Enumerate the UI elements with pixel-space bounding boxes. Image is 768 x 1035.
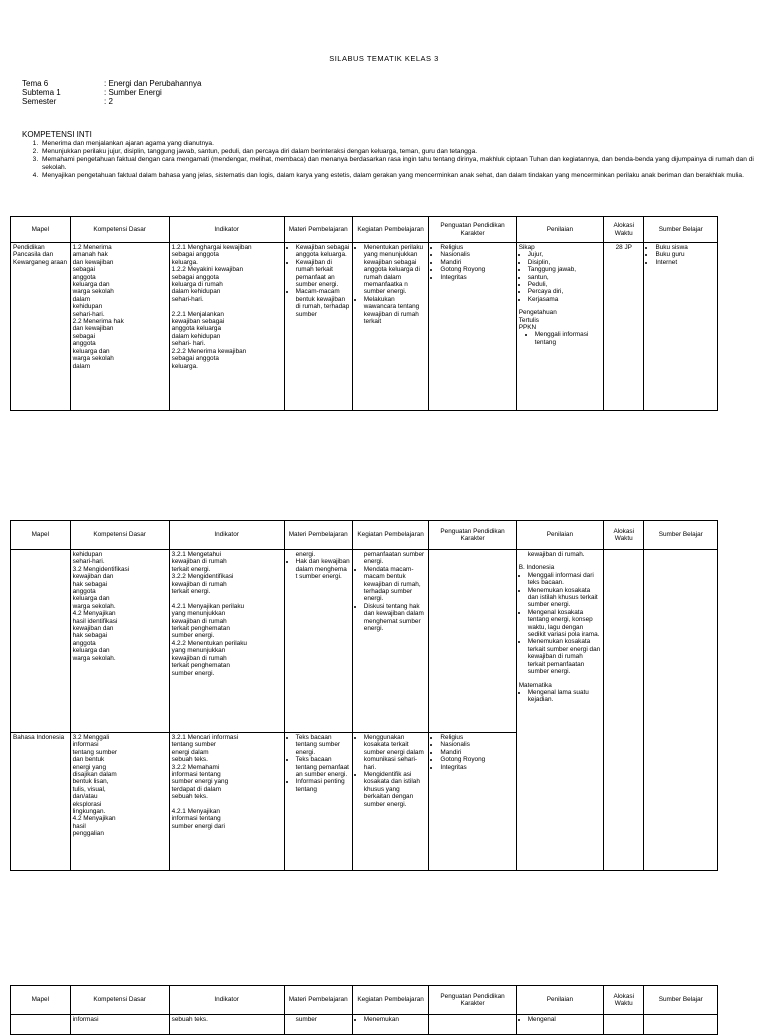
meta-value: : Energi dan Perubahannya: [104, 79, 202, 88]
cell-indikator: 3.2.1 Mencari informasi tentang sumber energi dalam sebuah teks. 3.2.2 Memahami informasi tentang sumber energi yang terdapat di dalam sebuah teks. 4.2.1 Menyajikan informasi tentang sumber energi dari: [169, 733, 284, 871]
header-kegiatan: Kegiatan Pembelajaran: [352, 217, 429, 243]
syllabus-table-page-1: [10, 216, 718, 411]
table-row: [11, 550, 718, 733]
header-indikator: Indikator: [169, 986, 284, 1015]
cell-ppk: [429, 733, 516, 871]
header-penilaian: Penilaian: [516, 217, 603, 243]
syllabus-table-page-2: [10, 520, 718, 871]
kompetensi-item: 3. Memahami pengetahuan faktual dengan cara mengamati (mendengar, melihat, membaca) dan menanya berdasarkan rasa ingin tahu tentang dirinya, makhluk ciptaan Tuhan dan kegiatannya, dan benda-benda yang dijumpainya di rumah dan di sekolah.: [40, 156, 760, 172]
list-item: • Percaya diri,: [528, 288, 601, 295]
header-ppk: Penguatan Pendidikan Karakter: [429, 521, 516, 550]
meta-key: Subtema 1: [22, 88, 61, 97]
list-item: • Melakukan wawancara tentang kewajiban di rumah terkait: [364, 296, 427, 326]
list-item: • Disiplin,: [528, 259, 601, 266]
penilaian-bindo-label: B. Indonesia: [518, 564, 555, 572]
list-item: • Mandiri: [440, 749, 513, 756]
page-title: SILABUS TEMATIK KELAS 3: [329, 54, 439, 63]
header-kegiatan: Kegiatan Pembelajaran: [352, 521, 429, 550]
document-meta: [22, 79, 322, 109]
cell-kegiatan: [352, 243, 429, 411]
cell-mapel: Bahasa Indonesia: [11, 733, 71, 871]
header-alokasi: Alokasi Waktu: [604, 217, 644, 243]
header-sumber: Sumber Belajar: [644, 521, 718, 550]
header-sumber: Sumber Belajar: [644, 217, 718, 243]
cell-materi: sumber: [284, 1015, 352, 1035]
cell-penilaian: [516, 550, 603, 871]
penilaian-sikap-label: Sikap: [518, 244, 535, 251]
meta-key: Tema 6: [22, 79, 49, 88]
header-indikator: Indikator: [169, 217, 284, 243]
header-kompetensi-dasar: Kompetensi Dasar: [70, 986, 169, 1015]
cell-indikator: sebuah teks.: [169, 1015, 284, 1035]
header-mapel: Mapel: [11, 217, 71, 243]
list-item: • Peduli,: [528, 281, 601, 288]
table-header-row: [11, 217, 718, 243]
list-item: • Internet: [655, 259, 715, 266]
cell-kegiatan: [352, 1015, 429, 1035]
list-item: • Teks bacaan tentang sumber energi.: [296, 734, 350, 756]
header-penilaian: Penilaian: [516, 986, 603, 1015]
list-item: • Gotong Royong: [440, 266, 513, 273]
list-item: • Menggali informasi tentang: [535, 331, 601, 346]
header-materi: Materi Pembelajaran: [284, 217, 352, 243]
list-item: • Gotong Royong: [440, 756, 513, 763]
meta-key: Semester: [22, 97, 57, 106]
list-item: • Integritas: [440, 764, 513, 771]
header-indikator: Indikator: [169, 521, 284, 550]
list-item: • Nasionalis: [440, 741, 513, 748]
list-item: • Integritas: [440, 274, 513, 281]
list-item: • Mengenal lama suatu kejadian.: [528, 689, 601, 704]
cell-kompetensi-dasar: informasi: [70, 1015, 169, 1035]
list-item: • Mengenal kosakata tentang energi, konsep waktu, lagu dengan sedikit variasi pola irama.: [528, 609, 601, 639]
kompetensi-inti-heading: KOMPETENSI INTI: [22, 130, 92, 139]
cell-kompetensi-dasar: 1.2 Menerima amanah hak dan kewajiban sebagai anggota keluarga dan warga sekolah dalam kehidupan sehari-hari. 2.2 Menerima hak dan kewajiban sebagai anggota keluarga dan warga sekolah dalam: [70, 243, 169, 411]
list-item: • Kerjasama: [528, 296, 601, 303]
cell-ppk: [429, 550, 516, 733]
penilaian-pengetahuan-label: Pengetahuan Tertulis PPKN: [518, 309, 557, 332]
header-kompetensi-dasar: Kompetensi Dasar: [70, 521, 169, 550]
kompetensi-inti-list: [22, 140, 760, 180]
meta-value: : 2: [104, 97, 113, 106]
table-header-row: [11, 521, 718, 550]
cell-penilaian: [516, 243, 603, 411]
kompetensi-item: 1. Menerima dan menjalankan ajaran agama yang dianutnya.: [40, 140, 760, 148]
cell-sumber: [644, 243, 718, 411]
list-item: • Menemukan kosakata terkait sumber energi dan kewajiban di rumah terkait pemanfaatan sumber energi.: [528, 638, 601, 675]
cell-sumber: [644, 550, 718, 871]
list-item: • Tanggung jawab,: [528, 266, 601, 273]
header-ppk: Penguatan Pendidikan Karakter: [429, 217, 516, 243]
list-item: • Mengidentifik asi kosakata dan istilah khusus yang berkaitan dengan sumber energi.: [364, 771, 427, 808]
list-item: • Buku siswa: [655, 244, 715, 251]
header-alokasi: Alokasi Waktu: [604, 521, 644, 550]
list-item: • Menggunakan kosakata terkait sumber energi dalam komunikasi sehari-hari.: [364, 734, 427, 771]
list-item: • Mengenal: [528, 1016, 601, 1023]
cell-ppk: [429, 1015, 516, 1035]
cell-lead-text: kewajiban di rumah.: [527, 551, 585, 558]
cell-materi: [284, 550, 352, 733]
meta-value: : Sumber Energi: [104, 88, 162, 97]
list-item: • Menggali informasi dari teks bacaan.: [528, 572, 601, 587]
header-penilaian: Penilaian: [516, 521, 603, 550]
header-kegiatan: Kegiatan Pembelajaran: [352, 986, 429, 1015]
cell-mapel: [11, 550, 71, 733]
cell-alokasi: [604, 550, 644, 871]
list-item: • Nasionalis: [440, 251, 513, 258]
header-kompetensi-dasar: Kompetensi Dasar: [70, 217, 169, 243]
list-item: • Teks bacaan tentang pemanfaat an sumber energi.: [296, 756, 350, 778]
table-header-row: [11, 986, 718, 1015]
header-mapel: Mapel: [11, 986, 71, 1015]
header-materi: Materi Pembelajaran: [284, 521, 352, 550]
cell-mapel: Pendidikan Pancasila dan Kewarganeg araan: [11, 243, 71, 411]
list-item: • Mandiri: [440, 259, 513, 266]
cell-sumber: [644, 1015, 718, 1035]
cell-materi: [284, 733, 352, 871]
kompetensi-item: 2. Menunjukkan perilaku jujur, disiplin, tanggung jawab, santun, peduli, dan percaya diri dalam berinteraksi dengan keluarga, teman, guru dan tetangga.: [40, 148, 760, 156]
cell-kegiatan: [352, 550, 429, 733]
header-ppk: Penguatan Pendidikan Karakter: [429, 986, 516, 1015]
list-item: • Diskusi tentang hak dan kewajiban dalam menghemat sumber energi.: [364, 603, 427, 633]
header-materi: Materi Pembelajaran: [284, 986, 352, 1015]
list-item: • Informasi penting tentang: [296, 778, 350, 793]
list-item: • santun,: [528, 274, 601, 281]
cell-indikator: 1.2.1 Menghargai kewajiban sebagai anggota keluarga. 1.2.2 Meyakini kewajiban sebagai anggota keluarga di rumah dalam kehidupan sehari-hari. 2.2.1 Menjalankan kewajiban sebagai anggota keluarga dalam kehidupan sehari- hari. 2.2.2 Menerima kewajiban sebagai anggota keluarga.: [169, 243, 284, 411]
penilaian-matematika-label: Matematika: [518, 681, 552, 689]
cell-mapel: [11, 1015, 71, 1035]
list-item: • Religius: [440, 244, 513, 251]
cell-ppk: [429, 243, 516, 411]
cell-kegiatan: [352, 733, 429, 871]
list-item: • Menemukan: [364, 1016, 427, 1023]
header-mapel: Mapel: [11, 521, 71, 550]
cell-lead-text: energi.: [295, 551, 316, 558]
list-item: • Kewajiban sebagai anggota keluarga.: [296, 244, 350, 259]
cell-kompetensi-dasar: kehidupan sehari-hari. 3.2 Mengidentifikasi kewajiban dan hak sebagai anggota keluarga dan warga sekolah. 4.2 Menyajikan hasil identifikasi kewajiban dan hak sebagai anggota keluarga dan warga sekolah.: [70, 550, 169, 733]
cell-kompetensi-dasar: 3.2 Menggali informasi tentang sumber dan bentuk energi yang disajikan dalam bentuk lisan, tulis, visual, dan/atau eksplorasi lingkungan. 4.2 Menyajikan hasil penggalian: [70, 733, 169, 871]
header-alokasi: Alokasi Waktu: [604, 986, 644, 1015]
list-item: • Menemukan kosakata dan istilah khusus terkait sumber energi.: [528, 587, 601, 609]
kompetensi-item: 4. Menyajikan pengetahuan faktual dalam bahasa yang jelas, sistematis dan logis, dalam karya yang estetis, dalam gerakan yang mencerminkan anak sehat, dan dalam tindakan yang mencerminkan perilaku anak beriman dan berakhlak mulia.: [40, 172, 760, 180]
table-row: [11, 1015, 718, 1035]
list-item: • Menentukan perilaku yang menunjukkan kewajiban sebagai anggota keluarga di rumah dalam memanfaatka n sumber energi.: [364, 244, 427, 296]
list-item: • Jujur,: [528, 251, 601, 258]
list-item: • Hak dan kewajiban dalam menghema t sumber energi.: [296, 558, 350, 580]
cell-penilaian: [516, 1015, 603, 1035]
list-item: • Buku guru: [655, 251, 715, 258]
cell-indikator: 3.2.1 Mengetahui kewajiban di rumah terkait energi. 3.2.2 Mengidentifikasi kewajiban di rumah terkait energi. 4.2.1 Menyajikan perilaku yang menunjukkan kewajiban di rumah terkait penghematan sumber energi. 4.2.2 Menentukan perilaku yang menunjukkan kewajiban di rumah terkait penghematan sumber energi.: [169, 550, 284, 733]
cell-alokasi: [604, 1015, 644, 1035]
list-item: • Kewajiban di rumah terkait pemanfaat an sumber energi.: [296, 259, 350, 289]
table-row: [11, 243, 718, 411]
list-item: • Mendata macam-macam bentuk kewajiban di rumah, terhadap sumber energi.: [364, 566, 427, 603]
cell-alokasi: 28 JP: [604, 243, 644, 411]
header-sumber: Sumber Belajar: [644, 986, 718, 1015]
list-item: • Macam-macam bentuk kewajiban di rumah, terhadap sumber: [296, 288, 350, 318]
cell-materi: [284, 243, 352, 411]
syllabus-table-page-3: [10, 985, 718, 1035]
cell-lead-text: pemanfaatan sumber energi.: [363, 551, 425, 566]
list-item: • Religius: [440, 734, 513, 741]
